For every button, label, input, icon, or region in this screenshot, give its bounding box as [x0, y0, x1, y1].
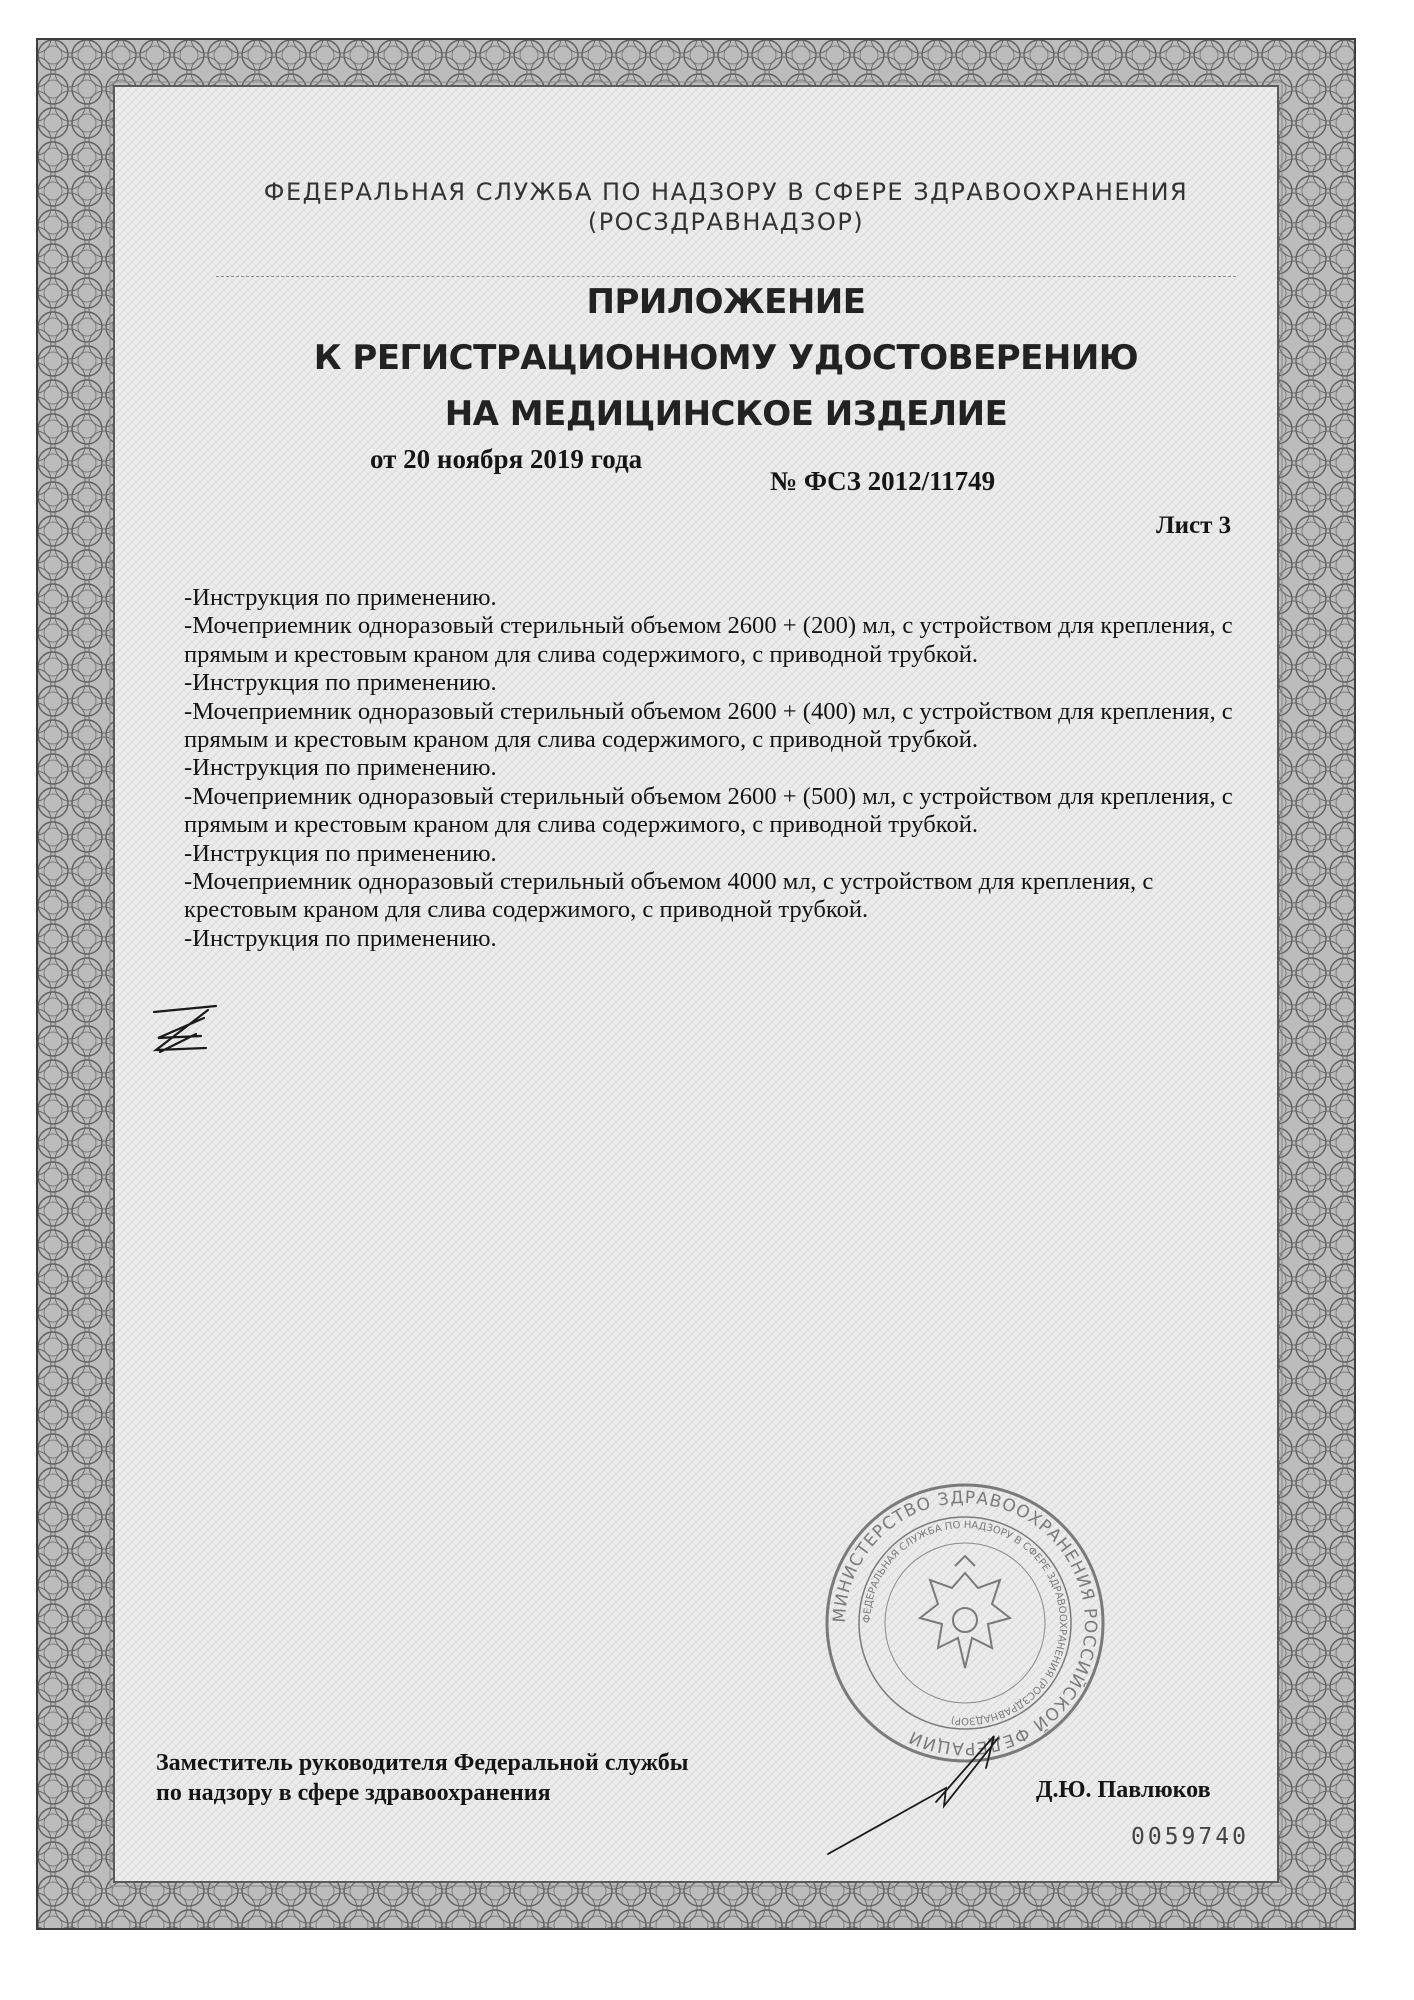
list-item: -Инструкция по применению.	[184, 924, 497, 952]
list-item: -Мочеприемник одноразовый стерильный объемом 2600 + (200) мл, с устройством для крепления, с прямым и крестовым краном для слива содержимого, с приводной трубкой.	[184, 612, 1233, 668]
list-item: -Мочеприемник одноразовый стерильный объемом 4000 мл, с устройством для крепления, с крестовым краном для слива содержимого, с приводной трубкой.	[184, 868, 1154, 924]
seal-inner-text: ФЕДЕРАЛЬНАЯ СЛУЖБА ПО НАДЗОРУ В СФЕРЕ ЗДРАВООХРАНЕНИЯ (РОСЗДРАВНАДЗОР)	[861, 1519, 1069, 1727]
list-item: -Инструкция по применению.	[184, 669, 497, 697]
list-item: -Мочеприемник одноразовый стерильный объемом 2600 + (500) мл, с устройством для крепления, с прямым и крестовым краном для слива содержимого, с приводной трубкой.	[184, 782, 1233, 839]
initials-mark	[146, 998, 236, 1088]
list-item: -Инструкция по применению.	[184, 754, 497, 782]
serial-number: 0059740	[1131, 1824, 1249, 1850]
issue-date: от 20 ноября 2019 года	[370, 444, 643, 474]
header-divider	[216, 276, 1236, 277]
list-item: -Мочеприемник одноразовый стерильный объемом 2600 + (400) мл, с устройством для крепления, с прямым и крестовым краном для слива содержимого, с приводной трубкой.	[184, 697, 1233, 754]
items-list	[184, 584, 1266, 953]
agency-abbreviation: (РОСЗДРАВНАДЗОР)	[587, 208, 865, 236]
seal-outer-text: МИНИСТЕРСТВО ЗДРАВООХРАНЕНИЯ РОССИЙСКОЙ ФЕДЕРАЦИИ	[829, 1487, 1101, 1759]
signature	[826, 1678, 1006, 1858]
eagle-emblem-icon	[920, 1556, 1010, 1668]
signer-name: Д.Ю. Павлюков	[1036, 1777, 1211, 1803]
document-subtitle: К РЕГИСТРАЦИОННОМУ УДОСТОВЕРЕНИЮ	[313, 338, 1139, 378]
agency-name: ФЕДЕРАЛЬНАЯ СЛУЖБА ПО НАДЗОРУ В СФЕРЕ ЗДРАВООХРАНЕНИЯ	[263, 178, 1189, 206]
document-subtitle-2: НА МЕДИЦИНСКОЕ ИЗДЕЛИЕ	[444, 394, 1008, 434]
sheet-number: Лист 3	[1156, 512, 1232, 539]
signer-position-line1: Заместитель руководителя Федеральной службы	[156, 1750, 689, 1776]
registration-number: № ФСЗ 2012/11749	[770, 466, 996, 496]
list-item: -Инструкция по применению.	[184, 839, 497, 867]
signer-position	[156, 1748, 688, 1808]
certificate-sheet	[36, 38, 1356, 1930]
signer-position-line2: по надзору в сфере здравоохранения	[156, 1780, 551, 1806]
list-item: -Инструкция по применению.	[184, 584, 497, 611]
document-title: ПРИЛОЖЕНИЕ	[586, 282, 866, 322]
